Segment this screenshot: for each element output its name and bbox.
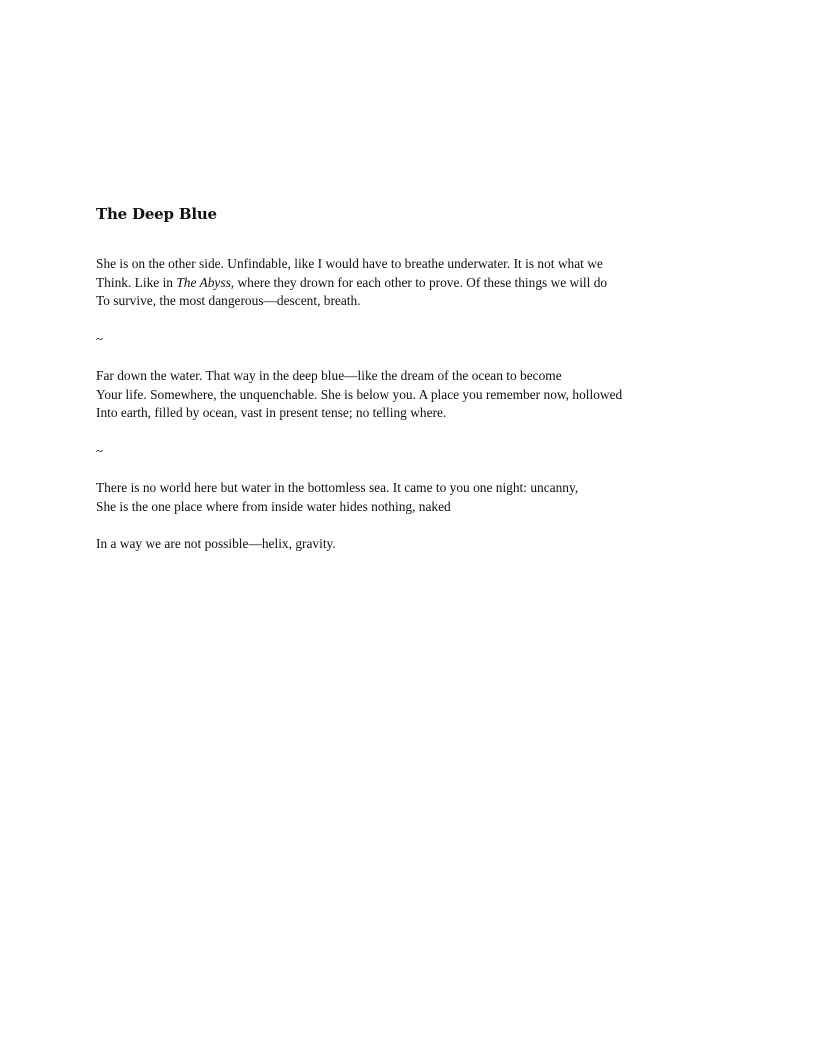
stanza-2-line-2: Your life. Somewhere, the unquenchable. She is below you. A place you remember now, hollowed: [96, 386, 623, 402]
section-separator-1: ~: [96, 330, 104, 346]
stanza-4: [96, 535, 716, 554]
poem-page: [96, 203, 716, 554]
section-separator-2: ~: [96, 442, 104, 458]
stanza-1-line-2: [96, 274, 716, 293]
film-title-italic: The Abyss: [176, 274, 231, 290]
stanza-3-line-2: She is the one place where from inside water hides nothing, naked: [96, 498, 451, 514]
stanza-1-line-2-end: , where they drown for each other to prove. Of these things we will do: [230, 274, 608, 290]
stanza-4-line-1: In a way we are not possible—helix, gravity.: [96, 536, 336, 551]
stanza-3-line-1: There is no world here but water in the bottomless sea. It came to you one night: uncanny,: [96, 480, 579, 495]
stanza-2-line-3: Into earth, filled by ocean, vast in present tense; no telling where.: [96, 405, 447, 420]
stanza-1-line-1: She is on the other side. Unfindable, like I would have to breathe underwater. It is not what we: [96, 256, 603, 271]
stanza-1: [96, 255, 716, 311]
stanza-2-line-1: Far down the water. That way in the deep blue—like the dream of the ocean to become: [96, 368, 562, 383]
poem-title: The Deep Blue: [96, 205, 217, 223]
stanza-1-line-2-start: Think. Like in: [96, 274, 177, 290]
stanza-2: [96, 367, 716, 423]
stanza-3: [96, 479, 716, 516]
stanza-1-line-3: To survive, the most dangerous—descent, breath.: [96, 293, 361, 308]
